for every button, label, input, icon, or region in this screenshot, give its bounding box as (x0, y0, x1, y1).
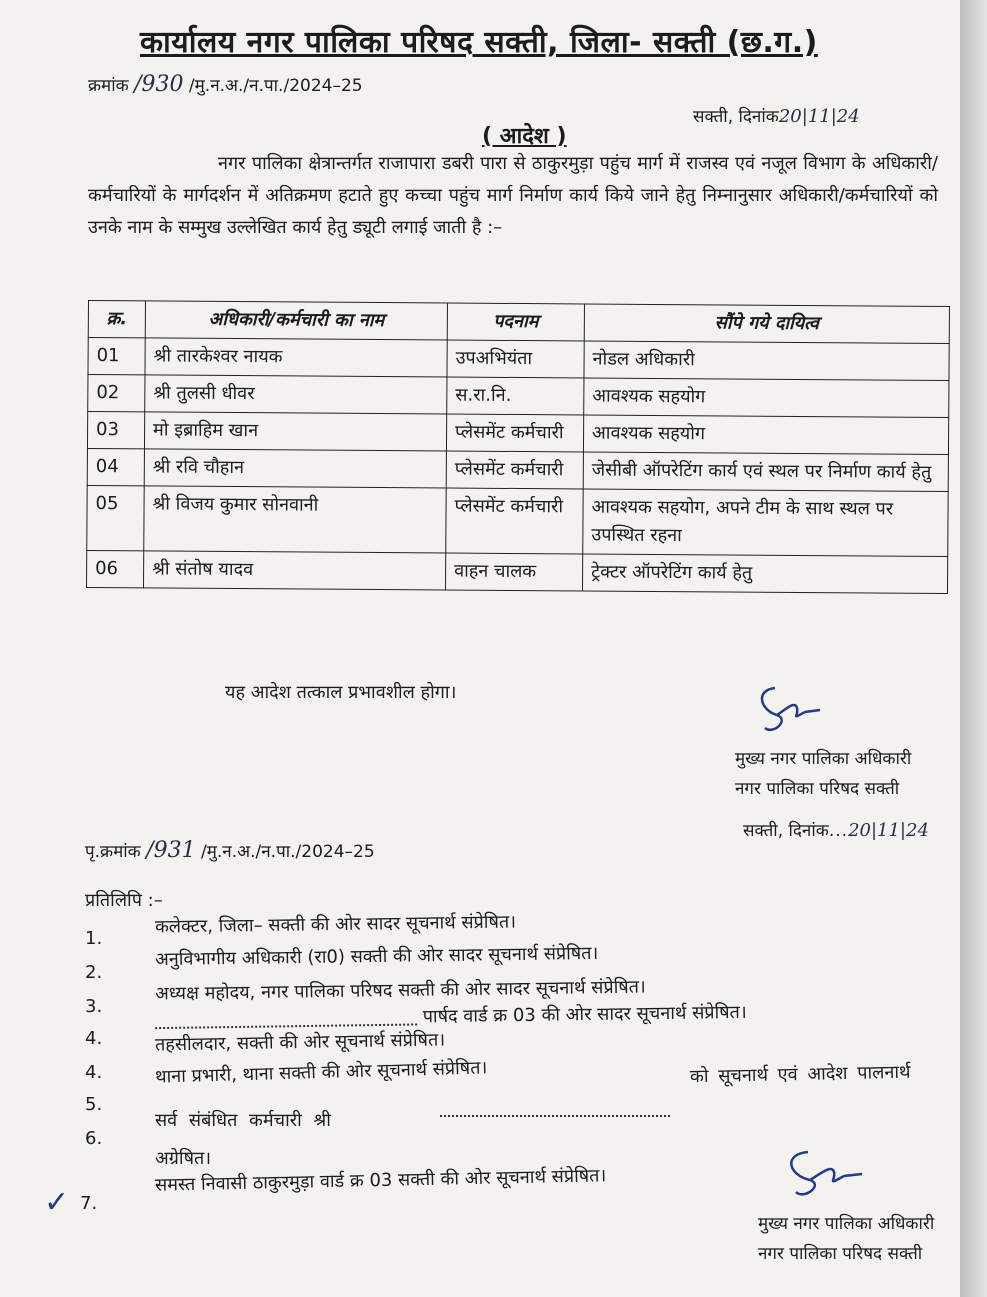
list-number: 4. (85, 1062, 103, 1083)
header-duty: सौंपे गये दायित्व (584, 304, 949, 344)
cell-name: श्री रवि चौहान (144, 449, 446, 488)
order-date (693, 104, 860, 127)
cell-post: उपअभियंता (447, 340, 584, 378)
effective-line: यह आदेश तत्काल प्रभावशील होगा। (225, 682, 457, 703)
date-handwritten: 20|11|24 (778, 106, 860, 127)
list-item: थाना प्रभारी, थाना सक्ती की ओर सूचनार्थ संप्रेषित। (154, 1057, 488, 1088)
list-item: कलेक्टर, जिला– सक्ती की ओर सादर सूचनार्थ संप्रेषित। (154, 911, 517, 938)
header-name: अधिकारी/कर्मचारी का नाम (145, 301, 447, 340)
cell-duty: नोडल अधिकारी (584, 341, 949, 381)
signature-2 (758, 1140, 868, 1205)
endorse-date: सक्ती, दिनांक...20|11|24 (743, 820, 929, 841)
cell-serial: 01 (88, 338, 145, 375)
blank-line (155, 1009, 417, 1029)
list-number: 3. (85, 996, 103, 1017)
ref-suffix: /मु.न.अ./न.पा./2024–25 (188, 76, 363, 96)
list-number: 5. (85, 1094, 103, 1115)
list-item: अनुविभागीय अधिकारी (रा0) सक्ती की ओर सादर सूचनार्थ संप्रेषित। (154, 942, 599, 971)
endorse-ref-number-handwritten: /931 (146, 838, 196, 863)
table-row (88, 338, 949, 381)
cell-serial: 03 (87, 412, 144, 449)
list-number: 6. (85, 1128, 103, 1149)
list-number: 7. (80, 1193, 98, 1214)
date-label: सक्ती, दिनांक (693, 107, 779, 127)
cell-duty: आवश्यक सहयोग (584, 378, 949, 418)
cell-duty: आवश्यक सहयोग (583, 415, 948, 455)
table-row (86, 550, 947, 593)
cell-name: श्री संतोष यादव (143, 551, 445, 590)
cell-name: मो इब्राहिम खान (144, 412, 446, 451)
endorse-reference (85, 838, 375, 863)
list-item: समस्त निवासी ठाकुरमुड़ा वार्ड क्र 03 सक्ती की ओर सूचनार्थ संप्रेषित। (154, 1165, 607, 1196)
table-row (88, 375, 949, 418)
duty-table (86, 300, 950, 594)
ref-prefix: क्रमांक (88, 76, 129, 96)
order-reference (88, 72, 363, 97)
cell-name: श्री तारकेश्वर नायक (145, 338, 447, 377)
office-heading: कार्यालय नगर पालिका परिषद सक्ती, जिला- सक्ती (छ.ग.) (140, 25, 818, 60)
list-number: 1. (85, 928, 103, 949)
cell-post: प्लेसमेंट कर्मचारी (446, 488, 583, 554)
cell-post: स.रा.नि. (447, 377, 584, 415)
endorse-date-label: सक्ती, दिनांक (743, 821, 829, 841)
header-serial: क्र. (88, 301, 145, 338)
list-item: अध्यक्ष महोदय, नगर पालिका परिषद सक्ती की ओर सादर सूचनार्थ संप्रेषित। (154, 976, 646, 1005)
signatory-designation-1: मुख्य नगर पालिका अधिकारी (735, 749, 912, 769)
list-item: सर्व संबंधित कर्मचारी श्री (155, 1110, 331, 1131)
order-title: ( आदेश ) (482, 124, 567, 149)
table-header-row (88, 301, 949, 344)
signatory-office-1: नगर पालिका परिषद सक्ती (735, 779, 900, 799)
cell-post: प्लेसमेंट कर्मचारी (446, 451, 583, 489)
endorse-ref-prefix: पृ.क्रमांक (85, 842, 141, 862)
cell-duty: ट्रेक्टर ऑपरेटिंग कार्य हेतु (582, 554, 947, 594)
table-row (87, 448, 948, 491)
check-mark-icon: ✓ (44, 1185, 70, 1220)
list-number: 4. (85, 1028, 103, 1049)
cell-post: वाहन चालक (445, 553, 582, 591)
endorse-ref-suffix: /मु.न.अ./न.पा./2024–25 (200, 842, 375, 862)
list-item-text: पार्षद वार्ड क्र 03 की ओर सादर सूचनार्थ संप्रेषित। (422, 1001, 747, 1028)
cell-serial: 05 (87, 485, 144, 550)
signatory-designation-2: मुख्य नगर पालिका अधिकारी (758, 1214, 935, 1234)
copy-label: प्रतिलिपि :– (85, 890, 163, 911)
cell-serial: 04 (87, 448, 144, 485)
list-item-continuation: अग्रेषित। (155, 1148, 212, 1169)
cell-name: श्री विजय कुमार सोनवानी (144, 486, 446, 553)
signatory-office-2: नगर पालिका परिषद सक्ती (758, 1244, 923, 1264)
cell-name: श्री तुलसी धीवर (145, 375, 447, 414)
cell-duty: आवश्यक सहयोग, अपने टीम के साथ स्थल पर उपस्थित रहना (583, 489, 948, 557)
list-item-ward-councillor (155, 1000, 747, 1032)
signature-1 (735, 680, 825, 740)
ref-number-handwritten: /930 (134, 72, 184, 97)
blank-line (440, 1098, 670, 1117)
order-paragraph: नगर पालिका क्षेत्रान्तर्गत राजापारा डबरी पारा से ठाकुरमुड़ा पहुंच मार्ग में राजस्व एवं नजूल विभाग के अधिकारी/कर्मचारियों के मार्गदर्शन में अतिक्रमण हटाते हुए कच्चा पहुंच मार्ग निर्माण कार्य किये जाने हेतु निम्नानुसार अधिकारी/कर्मचारियों को उनके नाम के सम्मुख उल्लेखित कार्य हेतु ड्यूटी लगाई जाती है :– (88, 153, 938, 238)
list-item-continuation: को सूचनार्थ एवं आदेश पालनार्थ (689, 1061, 911, 1088)
list-item: तहसीलदार, सक्ती की ओर सूचनार्थ संप्रेषित। (154, 1029, 446, 1056)
signature-block-1 (735, 680, 911, 804)
cell-serial: 02 (88, 375, 145, 412)
table-row (87, 412, 948, 455)
list-number: 2. (85, 962, 103, 983)
cell-serial: 06 (86, 550, 143, 587)
signature-block-2 (758, 1140, 934, 1269)
cell-duty: जेसीबी ऑपरेटिंग कार्य एवं स्थल पर निर्माण कार्य हेतु (583, 452, 948, 492)
table-row (87, 485, 948, 556)
header-post: पदनाम (447, 303, 584, 341)
endorse-date-handwritten: 20|11|24 (848, 820, 929, 841)
cell-post: प्लेसमेंट कर्मचारी (446, 414, 583, 452)
page-edge-shadow (960, 0, 987, 1297)
